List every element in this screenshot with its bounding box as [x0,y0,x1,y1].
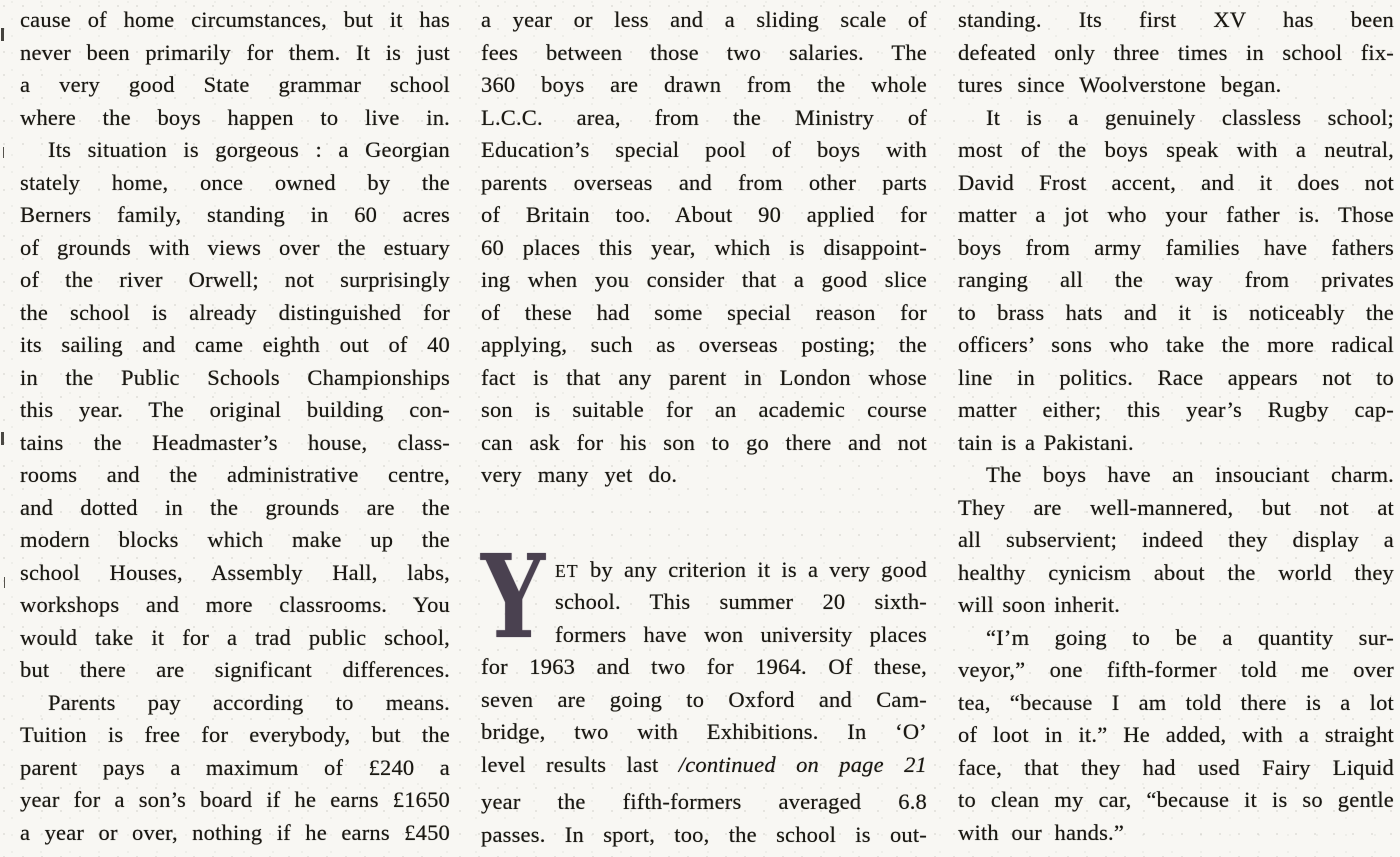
text-line: face, that they had used Fairy Liquid [958,754,1394,780]
text-line: boys from army families have fathers [958,234,1394,260]
text-line: The boys have an insouciant charm. [986,462,1394,487]
text-line: stately home, once owned by the [20,169,450,195]
text-line: of Britain too. About 90 applied for [481,202,927,227]
text-line: school. This summer 20 sixth- [555,589,927,614]
text-line: ranging all the way from privates [958,267,1394,292]
column-2 [481,4,927,851]
text-line: bridge, two with Exhibitions. In ‘O’ [481,719,927,744]
text-line: with our hands.” [958,819,1125,845]
text-line: parent pays a maximum of £240 a [20,754,450,780]
text-line: a very good State grammar school [20,72,450,97]
text-line: never been primarily for them. It is just [20,39,450,65]
text-line: L.C.C. area, from the Ministry of [481,104,927,130]
text-line: Education’s special pool of boys with [481,137,927,162]
text-line: a year or over, nothing if he earns £450 [20,819,450,845]
text-line: 360 boys are drawn from the whole [481,72,927,97]
text-line: They are well-mannered, but not at [958,494,1394,520]
text-line: passes. In sport, too, the school is out- [481,821,927,847]
text-line: son is suitable for an academic course [481,397,927,422]
text-line: all subservient; indeed they display a [958,527,1394,552]
text-line [481,749,927,782]
text-line: “I’m going to be a quantity sur- [986,624,1394,650]
text-line: applying, such as overseas posting; the [481,332,927,357]
text-line: tains the Headmaster’s house, class- [20,429,450,455]
text-line: of the river Orwell; not surprisingly [20,267,450,292]
text-line: the school is already distinguished for [20,299,450,325]
text-line: officers’ sons who take the more radical [958,332,1394,357]
text-line: modern blocks which make up the [20,527,450,552]
text-line: matter either; this year’s Rugby cap- [958,397,1394,422]
text-line: in the Public Schools Championships [20,364,450,390]
text-line: David Frost accent, and it does not [958,169,1394,195]
text-line: would take it for a trad public school, [20,624,450,650]
drop-cap-letter: Y [481,529,546,665]
text-line: its sailing and came eighth out of 40 [20,332,450,357]
text-line: tain is a Pakistani. [958,429,1134,455]
text-line: year for a son’s board if he earns £1650 [20,787,450,812]
text-line: ing when you consider that a good slice [481,267,927,292]
text-line: school Houses, Assembly Hall, labs, [20,559,450,585]
text-line: 60 places this year, which is disappoint- [481,234,927,260]
text-line: standing. Its first XV has been [958,7,1394,32]
text-line: tea, “because I am told there is a lot [958,689,1394,715]
text-line: year the fifth-formers averaged 6.8 [481,789,927,814]
text-line [481,554,927,587]
text-line: can ask for his son to go there and not [481,429,927,455]
text-line: Parents pay according to means. [48,689,450,715]
text-line: rooms and the administrative centre, [20,462,450,487]
text-line: to brass hats and it is noticeably the [958,299,1394,325]
text-line: Its situation is gorgeous : a Georgian [48,137,450,162]
text-line: of grounds with views over the estuary [20,234,450,260]
text-line: where the boys happen to live in. [20,104,450,130]
text-line: but there are significant differences. [20,657,450,682]
text-line: line in politics. Race appears not to [958,364,1394,390]
text-line: fact is that any parent in London whose [481,364,927,390]
text-segment: by any criterion it is a very good [578,556,927,582]
article-columns [20,4,1392,851]
small-caps-lead-in: ET [555,560,579,581]
text-line: and dotted in the grounds are the [20,494,450,520]
text-line: most of the boys speak with a neutral, [958,137,1394,162]
text-line: very many yet do. [481,462,678,487]
text-line: seven are going to Oxford and Cam- [481,686,927,712]
text-line: this year. The original building con- [20,397,450,422]
text-line: matter a jot who your father is. Those [958,202,1394,227]
text-line: tures since Woolverstone began. [958,72,1282,97]
text-line: It is a genuinely classless school; [986,104,1394,130]
text-line: formers have won university places [555,621,927,647]
text-line: healthy cynicism about the world they [958,559,1394,585]
text-line: workshops and more classrooms. You [20,592,450,617]
text-line: cause of home circumstances, but it has [20,7,450,32]
text-line: defeated only three times in school fix- [958,39,1394,65]
text-line: Tuition is free for everybody, but the [20,722,450,747]
text-line: of these had some special reason for [481,299,927,325]
column-3 [958,4,1394,851]
text-line: will soon inherit. [958,592,1121,617]
text-line: of loot in it.” He added, with a straight [958,722,1394,747]
column-1 [20,4,450,851]
paragraph-gap [481,492,927,554]
text-line: Berners family, standing in 60 acres [20,202,450,227]
text-line: to clean my car, “because it is so gentle [958,787,1394,812]
text-line: a year or less and a sliding scale of [481,7,927,32]
text-line: veyor,” one fifth-former told me over [958,657,1394,682]
continued-note: /continued on page 21 [678,751,927,777]
text-line: for 1963 and two for 1964. Of these, [481,654,927,679]
text-segment: level results last [481,751,679,777]
text-line: parents overseas and from other parts [481,169,927,195]
text-line: fees between those two salaries. The [481,39,927,65]
